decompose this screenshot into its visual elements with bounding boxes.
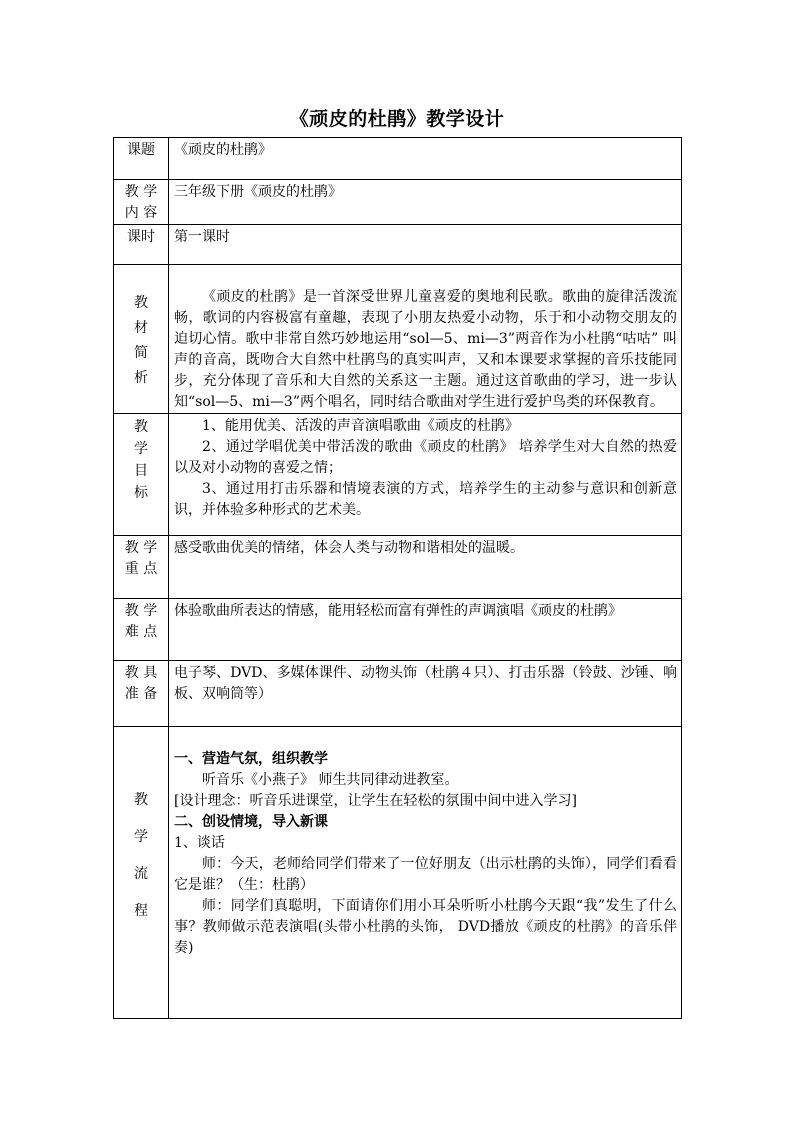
process-design-note: [设计理念：听音乐进课堂，让学生在轻松的氛围中间中进入学习]: [174, 793, 577, 809]
difficulty-value: 体验歌曲所表达的情感，能用轻松而富有弹性的声调演唱《顽皮的杜鹃》: [169, 599, 682, 661]
page-title: 《顽皮的杜鹃》教学设计: [289, 108, 505, 130]
row-content: [114, 180, 682, 225]
analysis-text: [169, 265, 682, 414]
process-heading-1: 一、营造气氛，组织教学: [174, 751, 328, 767]
tools-label: [114, 661, 169, 727]
content-label: [114, 180, 169, 225]
content-value: 三年级下册《顽皮的杜鹃》: [169, 180, 682, 225]
row-tools: [114, 661, 682, 727]
process-paragraph: 师：同学们真聪明，下面请你们用小耳朵听听小杜鹃今天跟“我”发生了什么事？教师做示范表演唱(头带小杜鹃的头饰， DVD播放《顽皮的杜鹃》的音乐伴奏): [174, 898, 677, 956]
row-analysis: [114, 265, 682, 414]
analysis-label-char: 教: [134, 295, 148, 311]
focus-value: 感受歌曲优美的情绪，体会人类与动物和谐相处的温暖。: [169, 536, 682, 599]
process-label-char: 流: [134, 866, 148, 882]
process-body: [169, 727, 682, 1019]
analysis-label-char: 析: [134, 370, 148, 386]
objectives-label-char: 目: [134, 463, 148, 479]
row-process: [114, 727, 682, 1019]
analysis-label: [114, 265, 169, 414]
topic-label: 课题: [114, 138, 169, 180]
analysis-label-char: 简: [134, 345, 148, 361]
objectives-label-char: 标: [134, 485, 148, 501]
objectives-label: [114, 414, 169, 536]
period-value: 第一课时: [169, 225, 682, 265]
analysis-label-char: 材: [134, 320, 148, 336]
row-difficulty: [114, 599, 682, 661]
topic-value: 《顽皮的杜鹃》: [169, 138, 682, 180]
difficulty-label: [114, 599, 169, 661]
tools-value: 电子琴、DVD、多媒体课件、动物头饰（杜鹃４只）、打击乐器（铃鼓、沙锤、响板、双响筒等）: [169, 661, 682, 727]
focus-label-line2: 重 点: [124, 561, 158, 577]
row-focus: [114, 536, 682, 599]
process-paragraph: 听音乐《小燕子》 师生共同律动进教室。: [202, 772, 459, 788]
focus-label-line1: 教 学: [124, 540, 158, 556]
tools-label-line1: 教 具: [124, 665, 158, 681]
period-label: 课时: [114, 225, 169, 265]
row-objectives: [114, 414, 682, 536]
process-label-char: 程: [134, 903, 148, 919]
difficulty-label-line2: 难 点: [124, 624, 158, 640]
process-subheading: 1、谈话: [174, 835, 225, 851]
row-topic: [114, 138, 682, 180]
objectives-list: [169, 414, 682, 536]
process-paragraph: 师：今天，老师给同学们带来了一位好朋友（出示杜鹃的头饰），同学们看看它是谁？（生：杜鹃）: [174, 856, 677, 893]
difficulty-label-line1: 教 学: [124, 603, 158, 619]
lesson-plan-table: [113, 137, 682, 1019]
objectives-label-char: 学: [134, 441, 148, 457]
row-period: [114, 225, 682, 265]
process-label-char: 学: [134, 829, 148, 845]
process-label-char: 教: [134, 792, 148, 808]
objective-item: 3、通过用打击乐器和情境表演的方式，培养学生的主动参与意识和创新意识，并体验多种形式的艺术美。: [174, 481, 677, 518]
content-label-line2: 内 容: [124, 205, 158, 221]
focus-label: [114, 536, 169, 599]
content-label-line1: 教 学: [124, 184, 158, 200]
analysis-paragraph: 《顽皮的杜鹃》是一首深受世界儿童喜爱的奥地利民歌。歌曲的旋律活泼流畅，歌词的内容极富有童趣，表现了小朋友热爱小动物，乐于和小动物交朋友的迫切心情。歌中非常自然巧妙地运用“sol—5、mi—3”两音作为小杜鹃“咕咕” 叫声的音高，既吻合大自然中杜鹃鸟的真实叫声，又和本课要求掌握的音乐技能同步，充分体现了音乐和大自然的关系这一主题。通过这首歌曲的学习，进一步认知“sol—5、mi—3”两个唱名，同时结合歌曲对学生进行爱护鸟类的环保教育。: [174, 289, 677, 410]
process-heading-2: 二、创设情境，导入新课: [174, 814, 328, 830]
process-label: [114, 727, 169, 1019]
objectives-label-char: 教: [134, 419, 148, 435]
tools-label-line2: 准 备: [124, 686, 158, 702]
objective-item: 2、通过学唱优美中带活泼的歌曲《顽皮的杜鹃》 培养学生对大自然的热爱以及对小动物的喜爱之情；: [174, 439, 677, 476]
objective-item: 1、能用优美、活泼的声音演唱歌曲《顽皮的杜鹃》: [202, 418, 519, 434]
